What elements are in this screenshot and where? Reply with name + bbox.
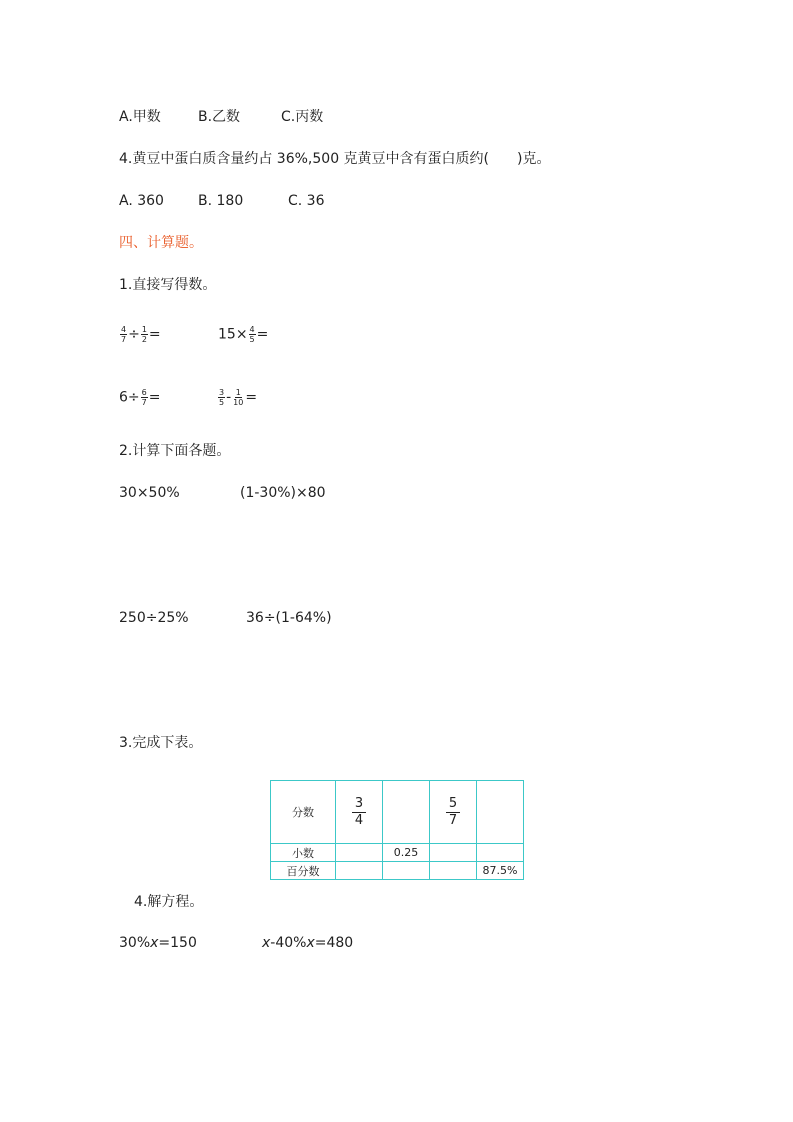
choice-b: B.乙数 (198, 109, 241, 125)
section-heading: 四、计算题。 (119, 235, 203, 251)
row-label: 分数 (271, 781, 336, 844)
table-cell[interactable] (336, 844, 383, 862)
choice-c: C.丙数 (281, 109, 324, 125)
choice-c: C. 36 (288, 193, 325, 209)
conversion-table (270, 780, 524, 880)
row-label: 百分数 (271, 862, 336, 880)
expression-1: 30×50% (119, 485, 180, 501)
table-cell[interactable] (336, 862, 383, 880)
fraction: $\frac{5}{7}$ (446, 796, 460, 829)
choice-a: A. 360 (119, 193, 164, 209)
table-row (271, 781, 524, 844)
question-4: 4.黄豆中蛋白质含量约占 36%,500 克黄豆中含有蛋白质约( )克。 (119, 151, 551, 167)
fraction: $\frac{4}{5}$ (249, 325, 255, 344)
expression-4: $\frac{3}{5}$ - $\frac{1}{10}$ = (219, 388, 258, 407)
expression-3: 6÷ $\frac{6}{7}$ = (119, 388, 161, 407)
table-cell[interactable] (477, 781, 524, 844)
table-cell[interactable] (383, 862, 430, 880)
table-cell[interactable] (430, 844, 477, 862)
expression-1: $\frac{4}{7}$ ÷ $\frac{1}{2}$ = (121, 325, 161, 344)
table-cell: 87.5% (477, 862, 524, 880)
expression-3: 250÷25% (119, 610, 189, 626)
fraction: $\frac{1}{2}$ (141, 325, 147, 344)
table-cell: 0.25 (383, 844, 430, 862)
equation-2: x-40%x=480 (262, 935, 354, 951)
subsection-title: 4.解方程。 (134, 894, 204, 910)
fraction: $\frac{4}{7}$ (121, 325, 127, 344)
fraction: $\frac{3}{5}$ (219, 388, 225, 407)
fraction: $\frac{6}{7}$ (141, 388, 147, 407)
table-cell[interactable] (383, 781, 430, 844)
subsection-title: 3.完成下表。 (119, 735, 203, 751)
subsection-title: 1.直接写得数。 (119, 277, 217, 293)
choice-a: A.甲数 (119, 109, 161, 125)
table-cell (430, 781, 477, 844)
expression-2: 15× $\frac{4}{5}$ = (218, 325, 269, 344)
table-row (271, 844, 524, 862)
row-label: 小数 (271, 844, 336, 862)
table-cell[interactable] (477, 844, 524, 862)
subsection-title: 2.计算下面各题。 (119, 443, 231, 459)
table-cell (336, 781, 383, 844)
expression-2: (1-30%)×80 (240, 485, 326, 501)
table-row (271, 862, 524, 880)
equation-1: 30%x=150 (119, 935, 197, 951)
expression-4: 36÷(1-64%) (246, 610, 332, 626)
fraction: $\frac{1}{10}$ (233, 388, 244, 407)
fraction: $\frac{3}{4}$ (352, 796, 366, 829)
table-cell[interactable] (430, 862, 477, 880)
choice-b: B. 180 (198, 193, 244, 209)
